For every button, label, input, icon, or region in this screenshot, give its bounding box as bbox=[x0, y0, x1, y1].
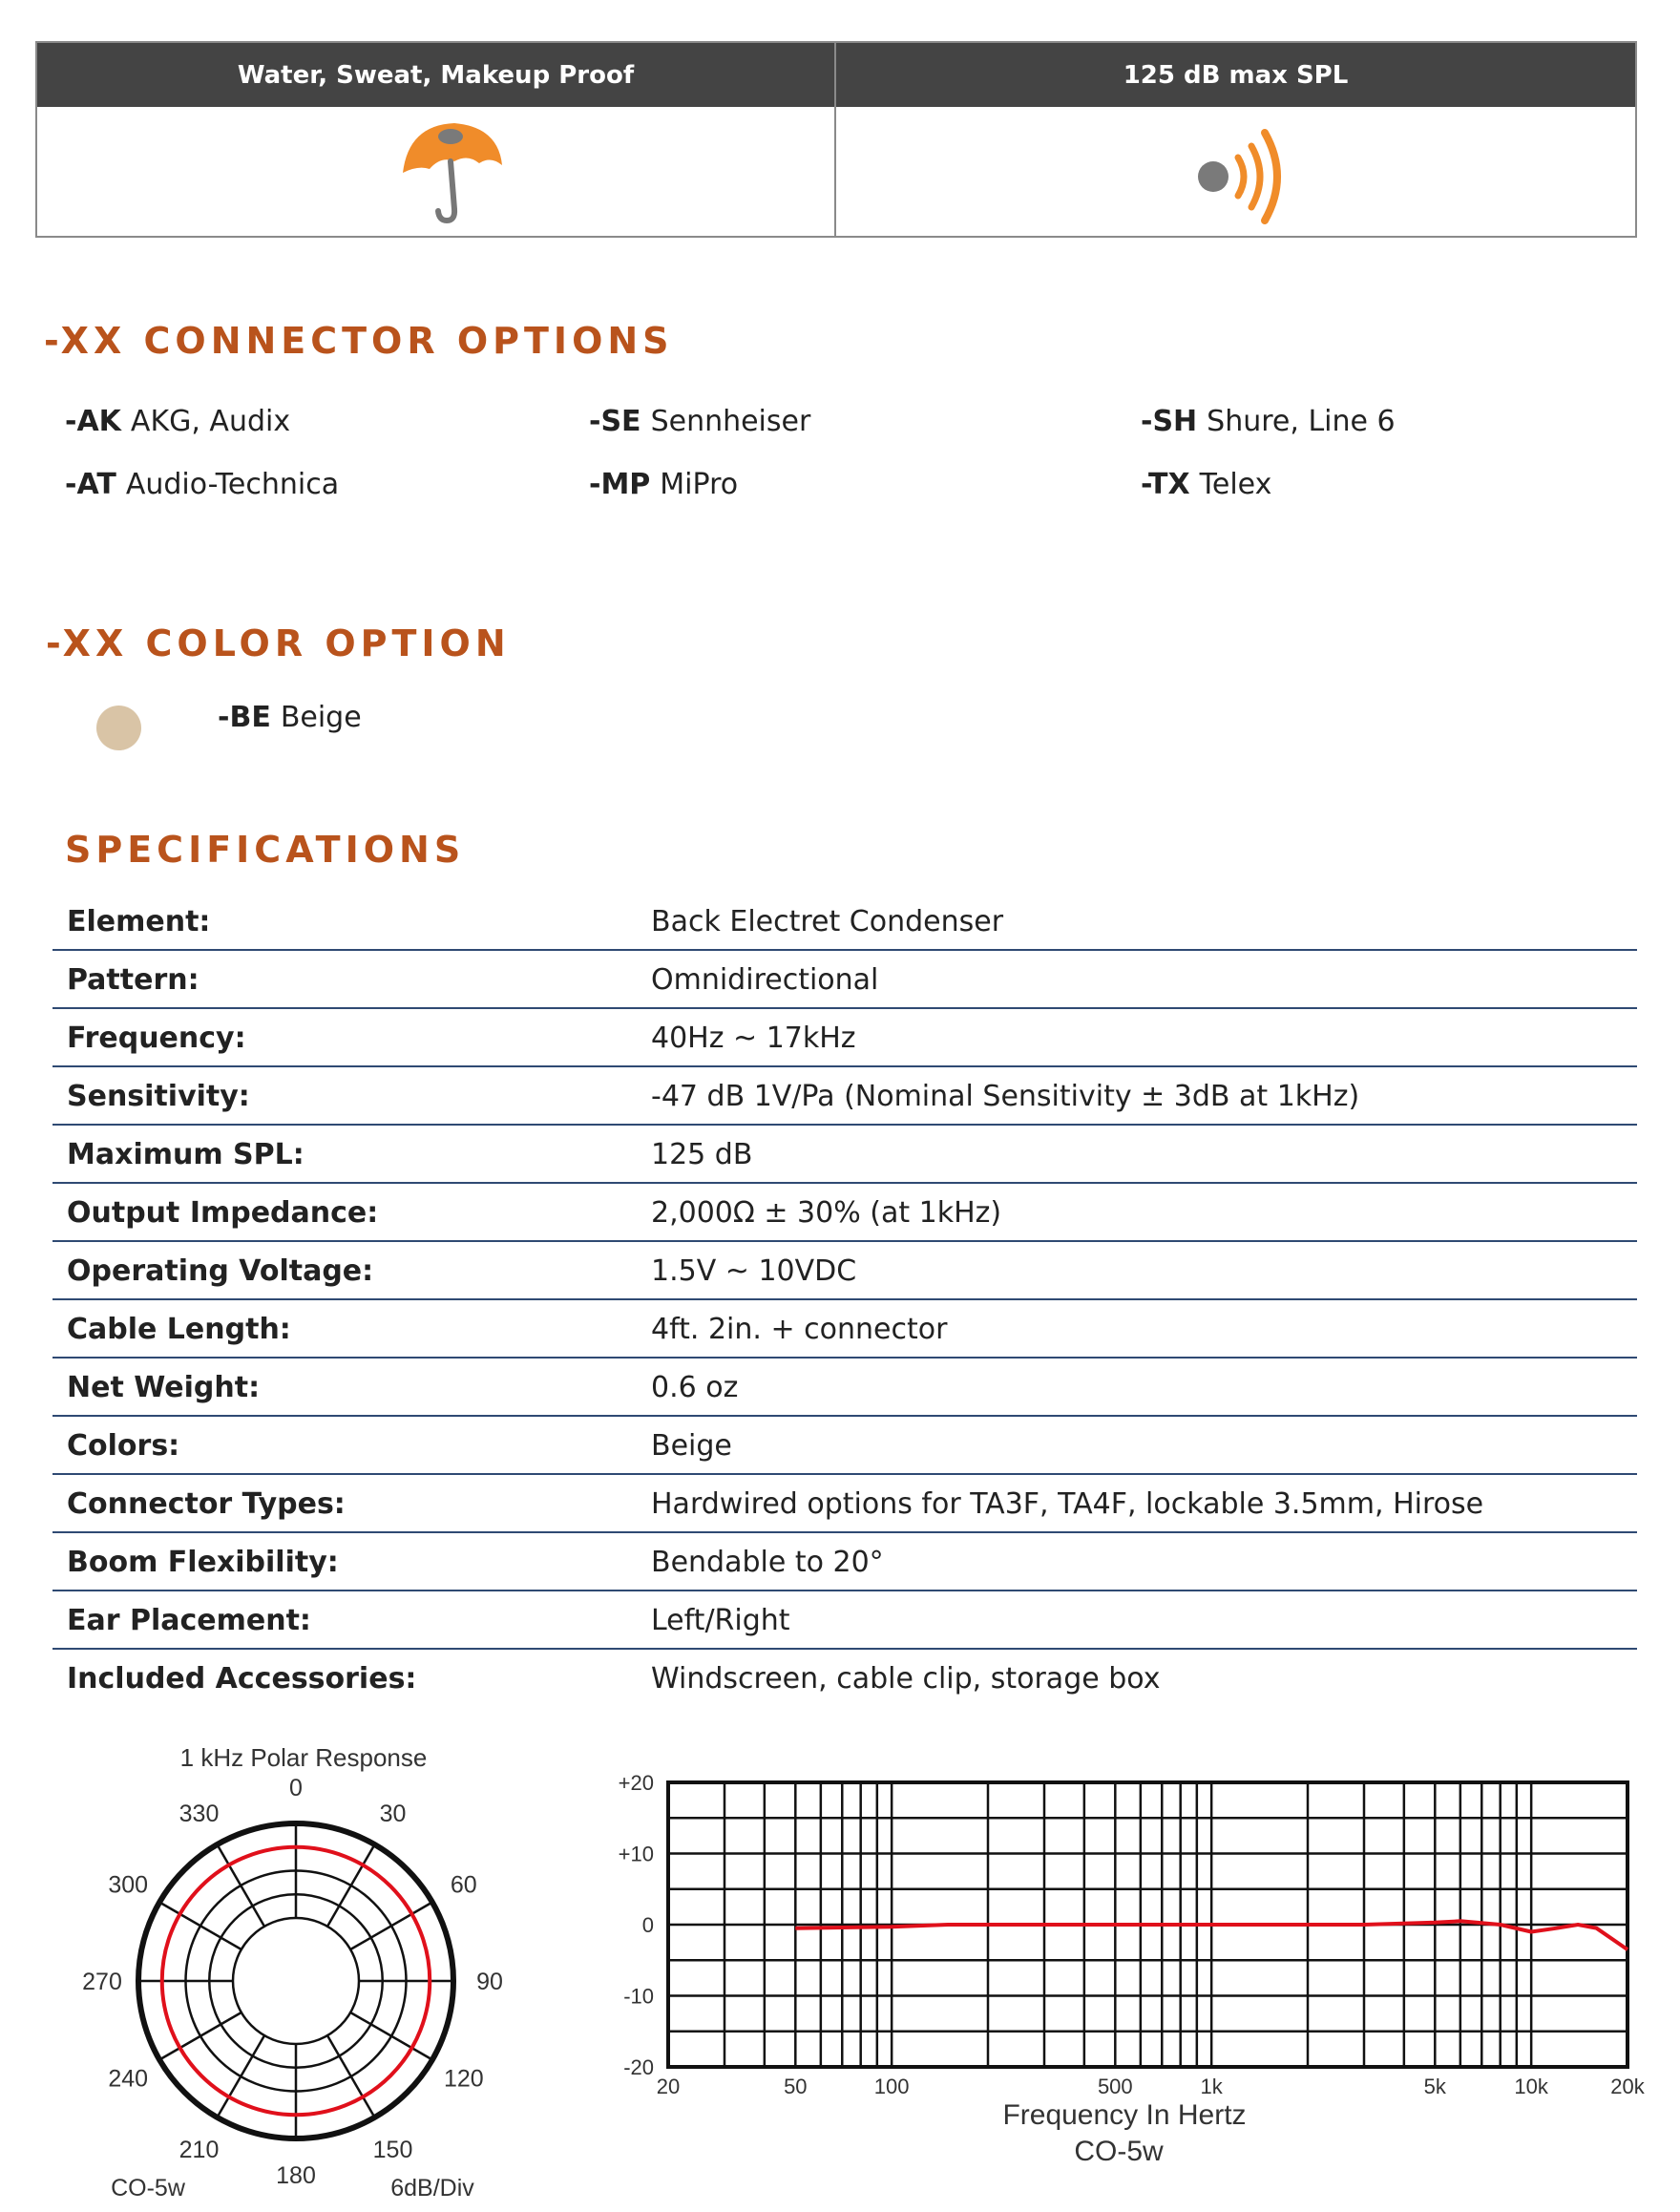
spec-value: -47 dB 1V/Pa (Nominal Sensitivity ± 3dB at 1kHz) bbox=[651, 1080, 1360, 1113]
polar-angle-label: 210 bbox=[178, 2136, 220, 2163]
freq-y-tick-label: +10 bbox=[618, 1842, 654, 1866]
freq-x-tick-label: 10k bbox=[1514, 2075, 1548, 2098]
connector-option-sh bbox=[1141, 405, 1396, 438]
spec-label: Output Impedance: bbox=[67, 1196, 379, 1230]
connector-code: -AK bbox=[65, 405, 121, 438]
connector-code: -MP bbox=[589, 468, 651, 501]
spec-value: Left/Right bbox=[651, 1604, 790, 1637]
spec-value: 1.5V ~ 10VDC bbox=[651, 1254, 857, 1288]
freq-x-axis-title: Frequency In Hertz bbox=[1002, 2099, 1247, 2131]
spec-label: Element: bbox=[67, 905, 211, 938]
spec-row-ear-placement bbox=[52, 1591, 1637, 1650]
spec-value: 40Hz ~ 17kHz bbox=[651, 1022, 856, 1055]
spec-label: Connector Types: bbox=[67, 1487, 346, 1521]
connector-name: Shure, Line 6 bbox=[1207, 405, 1396, 438]
freq-x-tick-label: 100 bbox=[873, 2075, 910, 2098]
polar-angle-label: 0 bbox=[289, 1775, 303, 1801]
spec-label: Boom Flexibility: bbox=[67, 1546, 339, 1579]
polar-angle-label: 330 bbox=[178, 1801, 220, 1828]
spec-row-max-spl bbox=[52, 1126, 1637, 1184]
connector-code: -SH bbox=[1141, 405, 1198, 438]
polar-footer-right: 6dB/Div bbox=[390, 2175, 474, 2201]
spec-label: Frequency: bbox=[67, 1022, 246, 1055]
color-code: -BE bbox=[218, 701, 271, 734]
polar-angle-label: 240 bbox=[108, 2065, 149, 2093]
spec-label: Operating Voltage: bbox=[67, 1254, 374, 1288]
spec-row-sensitivity bbox=[52, 1067, 1637, 1126]
features-divider bbox=[834, 43, 836, 236]
color-swatch-beige bbox=[96, 706, 141, 750]
polar-title: 1 kHz Polar Response bbox=[179, 1743, 428, 1772]
polar-angle-label: 120 bbox=[443, 2065, 484, 2093]
spec-value: 2,000Ω ± 30% (at 1kHz) bbox=[651, 1196, 1002, 1230]
polar-response-chart bbox=[57, 1718, 554, 2205]
polar-angle-label: 180 bbox=[276, 2162, 316, 2189]
polar-angle-label: 60 bbox=[450, 1871, 477, 1899]
spec-label: Sensitivity: bbox=[67, 1080, 250, 1113]
connector-options-title: -XX CONNECTOR OPTIONS bbox=[44, 320, 674, 362]
frequency-response-chart bbox=[592, 1742, 1661, 2205]
freq-y-tick-label: +20 bbox=[618, 1771, 654, 1795]
sound-waves-icon bbox=[1192, 119, 1297, 234]
polar-angle-label: 30 bbox=[379, 1801, 407, 1828]
spec-label: Included Accessories: bbox=[67, 1662, 417, 1696]
connector-code: -SE bbox=[589, 405, 641, 438]
polar-angle-label: 90 bbox=[476, 1969, 503, 1995]
spec-value: Hardwired options for TA3F, TA4F, lockable 3.5mm, Hirose bbox=[651, 1487, 1484, 1521]
connector-name: AKG, Audix bbox=[130, 405, 291, 438]
specifications-title: SPECIFICATIONS bbox=[65, 829, 466, 871]
freq-y-tick-label: 0 bbox=[641, 1913, 654, 1937]
freq-y-tick-label: -10 bbox=[623, 1984, 654, 2009]
spec-value: Back Electret Condenser bbox=[651, 905, 1004, 938]
connector-option-mp bbox=[589, 468, 738, 501]
spec-row-connector-types bbox=[52, 1475, 1637, 1533]
spec-label: Net Weight: bbox=[67, 1371, 261, 1404]
color-option-title: -XX COLOR OPTION bbox=[46, 622, 511, 664]
polar-angle-label: 300 bbox=[108, 1871, 149, 1899]
spec-label: Maximum SPL: bbox=[67, 1138, 304, 1171]
spec-row-pattern bbox=[52, 951, 1637, 1009]
freq-y-tick-label: -20 bbox=[623, 2055, 654, 2079]
spec-value: Windscreen, cable clip, storage box bbox=[651, 1662, 1161, 1696]
freq-x-tick-label: 5k bbox=[1423, 2075, 1446, 2098]
polar-angle-label: 270 bbox=[82, 1969, 122, 1995]
spec-label: Colors: bbox=[67, 1429, 180, 1463]
freq-x-tick-label: 20 bbox=[656, 2075, 681, 2098]
spec-row-net-weight bbox=[52, 1359, 1637, 1417]
spec-label: Cable Length: bbox=[67, 1313, 291, 1346]
polar-footer-left: CO-5w bbox=[111, 2175, 185, 2201]
freq-x-tick-label: 20k bbox=[1610, 2075, 1645, 2098]
connector-option-at bbox=[65, 468, 339, 501]
connector-option-se bbox=[589, 405, 810, 438]
color-name: Beige bbox=[280, 701, 362, 734]
feature-header-max-spl: 125 dB max SPL bbox=[836, 43, 1635, 107]
spec-row-element bbox=[52, 893, 1637, 951]
connector-code: -TX bbox=[1141, 468, 1190, 501]
spec-label: Ear Placement: bbox=[67, 1604, 311, 1637]
connector-name: Audio-Technica bbox=[125, 468, 340, 501]
freq-chart-subtitle: CO-5w bbox=[1074, 2136, 1164, 2167]
spec-value: 0.6 oz bbox=[651, 1371, 739, 1404]
spec-row-output-impedance bbox=[52, 1184, 1637, 1242]
connector-code: -AT bbox=[65, 468, 116, 501]
spec-value: Beige bbox=[651, 1429, 732, 1463]
spec-label: Pattern: bbox=[67, 963, 200, 997]
features-box bbox=[35, 41, 1637, 238]
connector-name: Telex bbox=[1199, 468, 1272, 501]
spec-value: 4ft. 2in. + connector bbox=[651, 1313, 948, 1346]
freq-x-tick-label: 1k bbox=[1200, 2075, 1223, 2098]
connector-option-tx bbox=[1141, 468, 1271, 501]
connector-option-ak bbox=[65, 405, 290, 438]
polar-angle-label: 150 bbox=[372, 2136, 413, 2163]
freq-x-tick-label: 500 bbox=[1097, 2075, 1133, 2098]
spec-value: 125 dB bbox=[651, 1138, 753, 1171]
polar-inner-ring bbox=[233, 1918, 359, 2044]
spec-row-boom-flexibility bbox=[52, 1533, 1637, 1591]
freq-x-tick-label: 50 bbox=[784, 2075, 808, 2098]
spec-row-cable-length bbox=[52, 1300, 1637, 1359]
spec-value: Omnidirectional bbox=[651, 963, 879, 997]
color-option-be bbox=[218, 701, 362, 734]
polar-grid-ring bbox=[209, 1894, 383, 2068]
connector-name: MiPro bbox=[660, 468, 739, 501]
feature-header-waterproof: Water, Sweat, Makeup Proof bbox=[37, 43, 834, 107]
spec-value: Bendable to 20° bbox=[651, 1546, 884, 1579]
spec-row-frequency bbox=[52, 1009, 1637, 1067]
umbrella-icon bbox=[395, 117, 510, 232]
spec-row-operating-voltage bbox=[52, 1242, 1637, 1300]
spec-row-colors bbox=[52, 1417, 1637, 1475]
spec-row-included-accessories bbox=[52, 1650, 1637, 1708]
connector-name: Sennheiser bbox=[650, 405, 811, 438]
